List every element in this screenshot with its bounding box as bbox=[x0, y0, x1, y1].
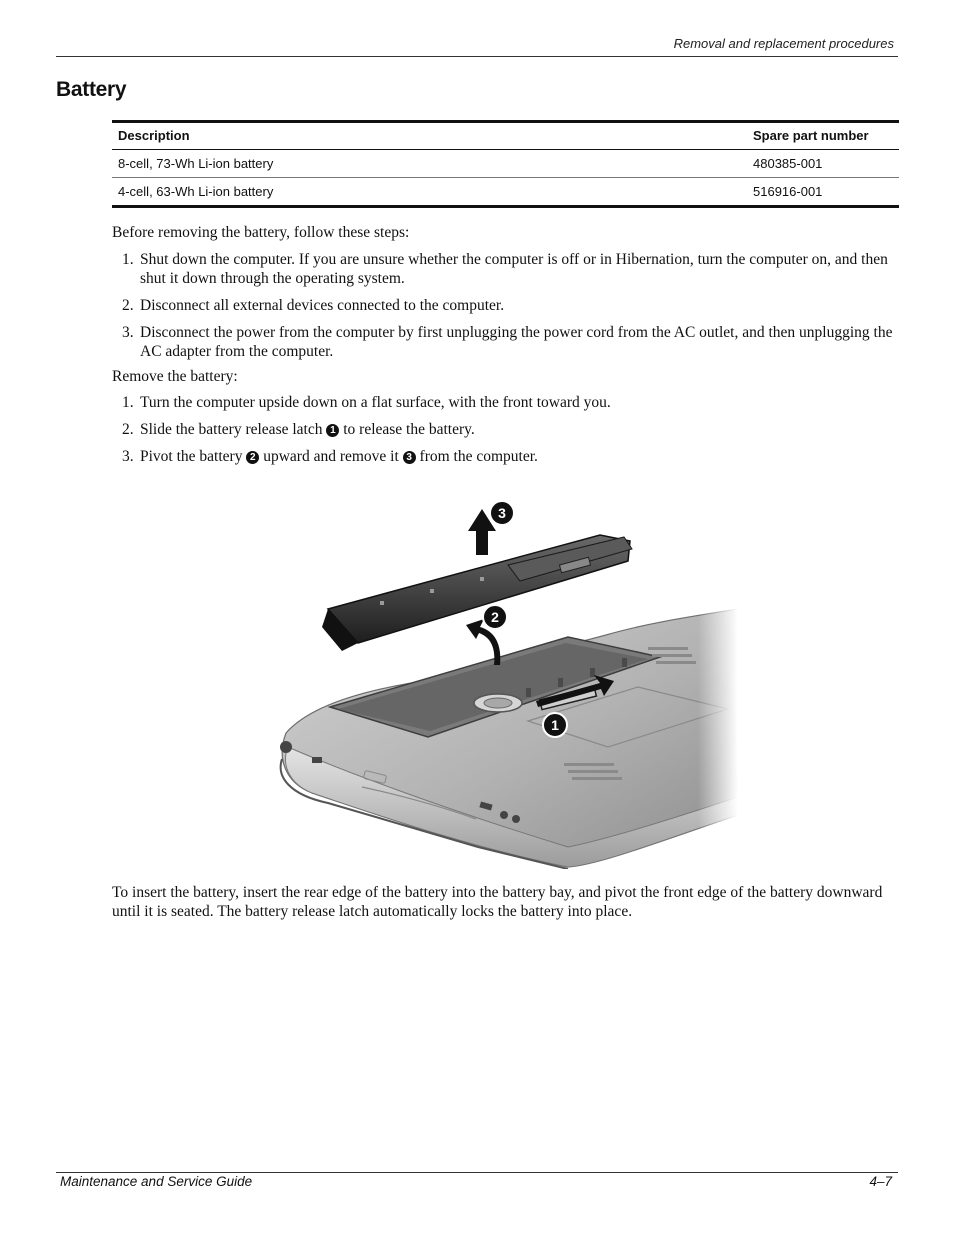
step-number: 3. bbox=[122, 324, 134, 341]
remove-intro-paragraph: Remove the battery: bbox=[112, 368, 238, 385]
step-text: Disconnect all external devices connected to the computer. bbox=[140, 297, 505, 314]
step-text-before: Slide the battery release latch bbox=[140, 421, 327, 438]
list-item bbox=[112, 393, 898, 412]
callout-1-icon: 1 bbox=[326, 424, 339, 437]
column-header-part-number: Spare part number bbox=[747, 122, 899, 150]
step-number: 3. bbox=[122, 448, 134, 465]
step-text: Shut down the computer. If you are unsure whether the computer is off or in Hibernation, turn the computer on, and then shut it down through the operating system. bbox=[140, 251, 888, 287]
running-header: Removal and replacement procedures bbox=[673, 36, 894, 51]
page-number: 4–7 bbox=[869, 1174, 892, 1189]
removal-steps bbox=[112, 393, 898, 474]
step-text-after: to release the battery. bbox=[339, 421, 475, 438]
step-text-before: Pivot the battery bbox=[140, 448, 247, 465]
figure-callout-3 bbox=[490, 501, 514, 525]
step-number: 1. bbox=[122, 394, 134, 411]
spare-part-number: 480385-001 bbox=[747, 150, 899, 178]
step-text-after: from the computer. bbox=[415, 448, 538, 465]
laptop-base bbox=[280, 609, 738, 869]
step-number: 2. bbox=[122, 297, 134, 314]
table-header-row bbox=[112, 122, 899, 150]
header-rule bbox=[56, 56, 898, 57]
table-row bbox=[112, 150, 899, 178]
spare-parts-table bbox=[112, 120, 899, 208]
section-title: Battery bbox=[56, 78, 127, 101]
list-item bbox=[112, 296, 898, 315]
step-number: 2. bbox=[122, 421, 134, 438]
spare-part-number: 516916-001 bbox=[753, 183, 823, 199]
figure-callout-1 bbox=[543, 713, 567, 737]
step-text: Turn the computer upside down on a flat surface, with the front toward you. bbox=[140, 394, 611, 411]
step-number: 1. bbox=[122, 251, 134, 268]
figure-callout-3-label: 3 bbox=[498, 505, 506, 521]
callout-3-icon: 3 bbox=[403, 451, 416, 464]
list-item bbox=[112, 447, 898, 466]
footer-rule bbox=[56, 1172, 898, 1173]
preparation-steps bbox=[112, 250, 898, 369]
list-item bbox=[112, 250, 898, 288]
battery-description: 4-cell, 63-Wh Li-ion battery bbox=[118, 183, 274, 199]
callout-2-icon: 2 bbox=[246, 451, 259, 464]
figure-callout-1-label: 1 bbox=[551, 717, 559, 733]
step-text: Disconnect the power from the computer by first unplugging the power cord from the AC outlet, and then unplugging the AC adapter from the computer. bbox=[140, 324, 893, 360]
list-item bbox=[112, 420, 898, 439]
battery-description: 8-cell, 73-Wh Li-ion battery bbox=[112, 150, 747, 178]
insert-paragraph: To insert the battery, insert the rear edge of the battery into the battery bay, and pivot the front edge of the battery downward until it is seated. The battery release latch automatically locks the battery into place. bbox=[112, 884, 883, 920]
step-text-middle: upward and remove it bbox=[259, 448, 403, 465]
figure-callout-2-label: 2 bbox=[491, 609, 499, 625]
table-row bbox=[112, 178, 899, 207]
list-item bbox=[112, 323, 898, 361]
intro-paragraph: Before removing the battery, follow these steps: bbox=[112, 224, 410, 241]
footer-guide-title: Maintenance and Service Guide bbox=[60, 1174, 253, 1189]
column-header-description: Description bbox=[112, 122, 747, 150]
figure-callout-2 bbox=[483, 605, 507, 629]
battery-removal-illustration bbox=[268, 497, 738, 869]
